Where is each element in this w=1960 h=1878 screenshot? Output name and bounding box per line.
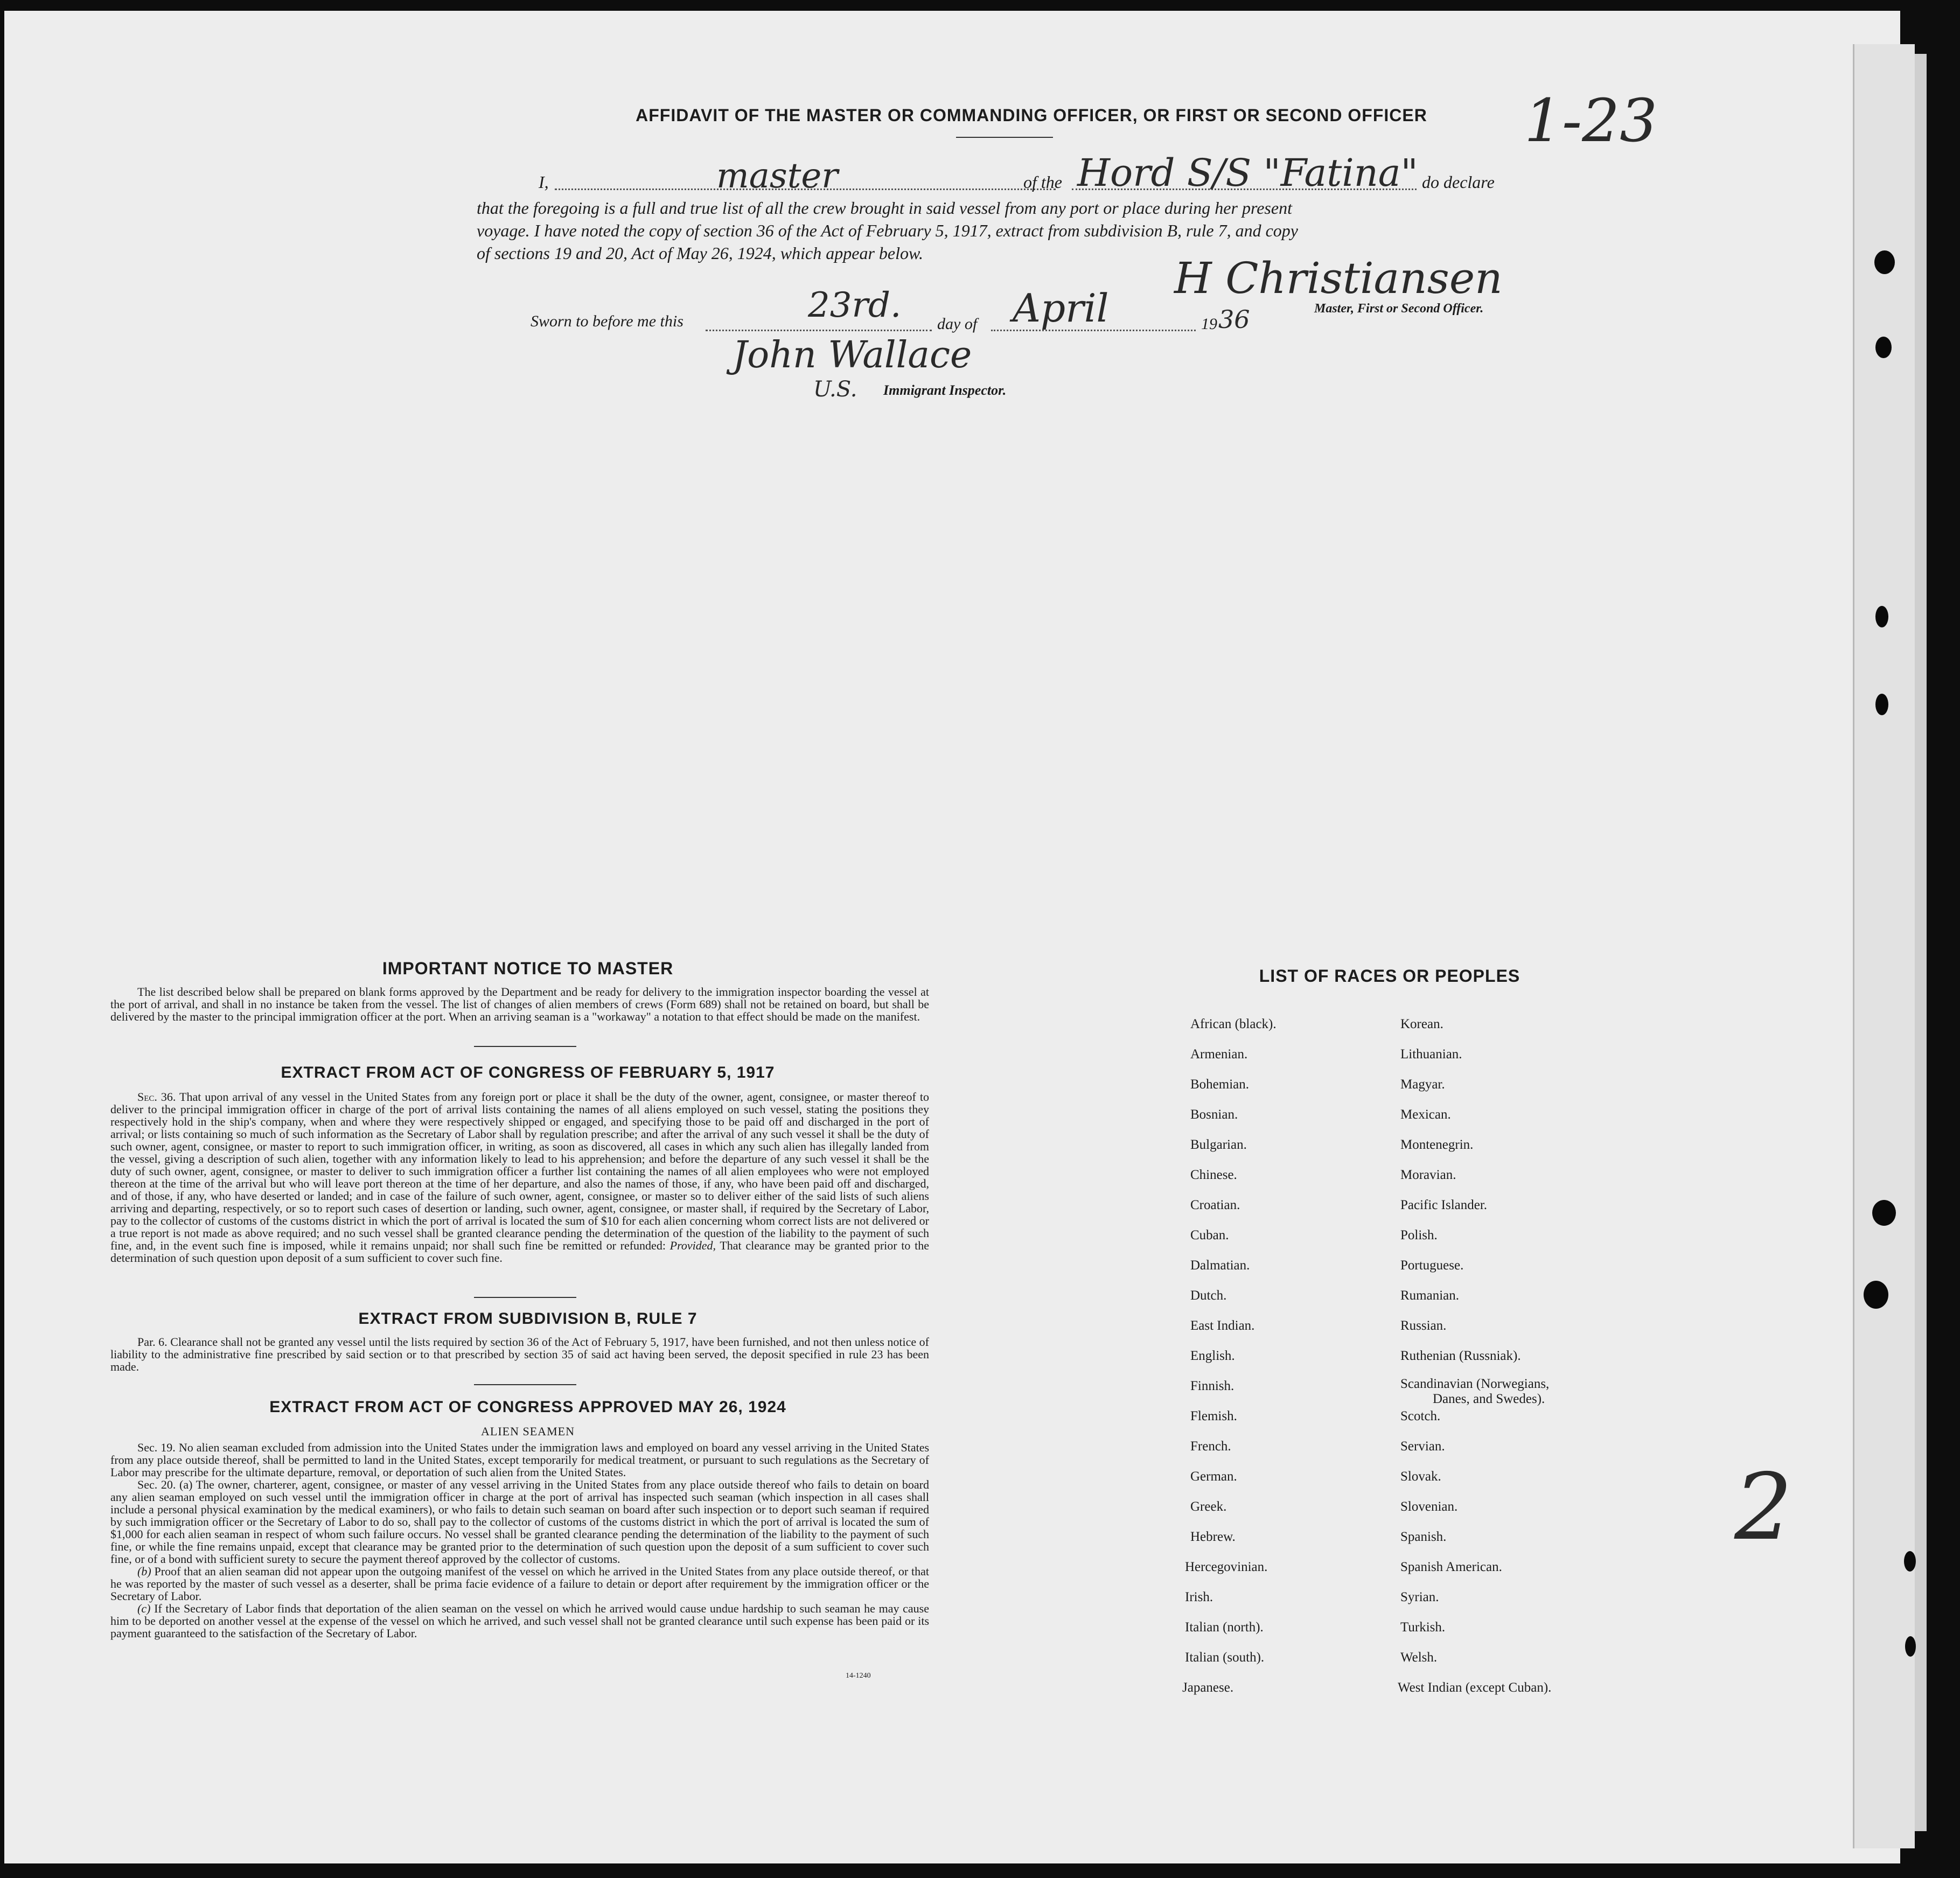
sec-20b-label: (b) [137,1565,151,1578]
race-item: African (black). [1190,1017,1277,1031]
sec-36-label: Sec. 36. [137,1090,176,1104]
handwritten-margin-mark: 2 [1734,1454,1793,1561]
race-item: Greek. [1190,1499,1227,1514]
race-item: Bulgarian. [1190,1137,1247,1152]
signature-caption: Master, First or Second Officer. [1314,302,1484,316]
extract-1917-text [110,1091,929,1264]
race-item: Ruthenian (Russniak). [1400,1349,1521,1363]
race-item: Turkish. [1400,1620,1446,1635]
race-item: Chinese. [1190,1168,1237,1182]
handwritten-master-signature: H Christiansen [1174,253,1503,303]
race-item: Moravian. [1400,1168,1456,1182]
title-divider [956,137,1053,138]
handwritten-page-mark: 1-23 [1524,86,1658,155]
extract-1924-title: EXTRACT FROM ACT OF CONGRESS APPROVED MAY 26, 1924 [269,1398,786,1416]
par-6-label: Par. 6. [137,1335,168,1349]
race-item: Italian (north). [1185,1620,1264,1635]
race-item: Servian. [1400,1439,1445,1454]
par-6-paragraph: Clearance shall not be granted any vessel until the lists required by section 36 of the Act of February 5, 1917, have been furnished, and not then unless notice of liability to the administrative fine prescribed by said section or to that prescribed by section 35 of said act having been served, the deposit specified in rule 23 has been made. [110,1335,929,1373]
of-the-label: of the [1023,172,1062,192]
alien-seamen-subtitle: ALIEN SEAMEN [481,1425,575,1438]
race-item: French. [1190,1439,1231,1454]
sec-20b-block [110,1565,929,1602]
extract-rule7-divider [474,1384,576,1385]
race-item: Spanish. [1400,1530,1447,1544]
handwritten-day: 23rd. [808,285,902,325]
punch-hole [1905,1636,1916,1657]
race-item: Welsh. [1400,1650,1438,1665]
punch-hole [1872,1200,1896,1226]
race-item: German. [1190,1469,1237,1484]
race-item: Croatian. [1190,1198,1240,1212]
punch-hole [1874,250,1895,274]
proviso-text: That clearance may be granted prior to the determination of such question upon deposit of a sum sufficient to cover such fine. [110,1239,930,1265]
race-item: Irish. [1185,1590,1213,1604]
race-item: Japanese. [1182,1680,1234,1695]
notice-text [110,986,929,1023]
race-item: Montenegrin. [1400,1137,1474,1152]
do-declare-label: do declare [1422,172,1495,192]
year-prefix: 19 [1201,315,1217,333]
handwritten-year: 36 [1218,305,1250,334]
race-item: Slovak. [1400,1469,1441,1484]
sec-20-block [110,1478,929,1565]
race-item: Russian. [1400,1318,1447,1333]
handwritten-month: April [1013,285,1109,331]
race-item: Dalmatian. [1190,1258,1250,1273]
handwritten-vessel: Hord S/S "Fatina" [1077,151,1418,195]
race-item-continuation: Danes, and Swedes). [1433,1392,1545,1406]
sec-36-paragraph: That upon arrival of any vessel in the United States from any foreign port or place it shall be the duty of the owner, agent, consignee, or master thereof to deliver to the principal immigration officer in charge of the port of arrival lists containing the names of all aliens employed on such vessel, stating the positions they respectively hold in the ship's company, when and where they were respectively shipped or engaged, and specifying those to be paid off and discharged in the port of arrival; or lists containing so much of such information as the Secretary of Labor shall by regulation prescribe; and after the arrival of any such vessel it shall be the duty of such owner, agent, consignee, or master to report to such immigration officer, in writing, as soon as discovered, all cases in which any such alien has illegally landed from the vessel, giving a description of such alien, together with any information likely to lead to his apprehension; and before the departure of any such vessel it shall be the duty of such owner, agent, consignee, or master to deliver to such immigration officer a further list containing the names of all alien employees who were not employed thereon at the time of the arrival but who will leave port thereon at the time of her departure, and also the names of those, if any, who have been paid off and discharged, and of those, if any, who have deserted or landed; and in case of the failure of such owner, agent, consignee, or master so to deliver either of the said lists of such aliens arriving and departing, respectively, or so to report such cases of desertion or landing, such owner, agent, consignee, or master shall, if required by the Secretary of Labor, pay to the collector of customs of the customs district in which the port of arrival is located the sum of $10 for each alien concerning whom correct lists are not delivered or a true report is not made as above required; and no such vessel shall be granted clearance pending the determination of the question of the liability to the payment of such fine, and, in the event such fine is imposed, while it remains unpaid; nor shall such fine be remitted or refunded: [110,1090,929,1252]
sec-19-paragraph: No alien seaman excluded from admission into the United States under the immigration laws and employed on board any vessel arriving in the United States from any place outside thereof, shall be permitted to land in the United States, except temporarily for medical treatment, or pursuant to such regulations as the Secretary of Labor may prescribe for the ultimate departure, removal, or deportation of such alien from the United States. [110,1441,930,1479]
sec-20-label: Sec. 20. (a) [137,1478,193,1491]
race-item: Finnish. [1190,1379,1234,1393]
race-item: Syrian. [1400,1590,1439,1604]
affidavit-line-3: voyage. I have noted the copy of section 36 of the Act of February 5, 1917, extract from subdivision B, rule 7, and copy [477,221,1298,240]
races-title: LIST OF RACES OR PEOPLES [1259,966,1520,986]
race-item: East Indian. [1190,1318,1255,1333]
affidavit-line-2: that the foregoing is a full and true list of all the crew brought in said vessel from any port or place during her present [477,198,1292,218]
notice-paragraph: The list described below shall be prepared on blank forms approved by the Department and be ready for delivery to the immigration inspector boarding the vessel at the port of arrival, and shall in no instance be taken from the vessel. The list of changes of alien members of crews (Form 689) shall not be retained on board, but shall be delivered by the master to the principal immigration officer at the port. When an arriving seaman is a "workaway" a notation to that effect should be made on the manifest. [110,985,929,1023]
affidavit-i-label: I, [539,172,549,192]
race-item: Polish. [1400,1228,1438,1242]
page-edge-shadow [1915,54,1927,1831]
punch-hole [1904,1551,1916,1572]
sec-20c-paragraph: If the Secretary of Labor finds that deportation of the alien seaman on the vessel on which he arrived would cause undue hardship to such seaman he may cause him to be deported on another vessel at the expense of the vessel on which he arrived, and such vessel shall not be granted clearance until such expense has been paid or its payment guaranteed to the satisfaction of the Secretary of Labor. [110,1602,929,1640]
race-item: Pacific Islander. [1400,1198,1488,1212]
race-item: West Indian (except Cuban). [1398,1680,1552,1695]
race-item: Spanish American. [1400,1560,1502,1574]
race-item: Bosnian. [1190,1107,1238,1122]
sec-20c-label: (c) [137,1602,151,1615]
notice-title: IMPORTANT NOTICE TO MASTER [382,959,674,978]
extract-rule7-text [110,1336,929,1373]
notice-divider [474,1046,576,1047]
punch-hole [1864,1281,1888,1309]
extract-1917-divider [474,1297,576,1298]
extract-rule7-title: EXTRACT FROM SUBDIVISION B, RULE 7 [358,1310,697,1328]
sec-20-paragraph: The owner, charterer, agent, consignee, or master of any vessel arriving in the United States from any place outside thereof who fails to detain on board any alien seaman employed on such vessel until the immigration officer in charge at the port of arrival has inspected such seaman (which inspection in all cases shall include a personal physical examination by the medical examiners), or who fails to detain such seaman on board after such inspection or to deport such seaman if required by such immigration officer or the Secretary of Labor to do so, shall pay to the collector of customs of the customs district in which the port of arrival is located the sum of $1,000 for each alien seaman in respect of whom such failure occurs. No vessel shall be granted clearance pending the determination of the liability to the payment of such fine, or while the fine remains unpaid, except that clearance may be granted prior to the determination of such question upon the deposit of a sum sufficient to cover such fine, or of a bond with sufficient surety to secure the payment thereof approved by the collector of customs. [110,1478,930,1566]
inspector-caption: Immigrant Inspector. [883,382,1007,398]
race-item: Rumanian. [1400,1288,1460,1303]
extract-1917-title: EXTRACT FROM ACT OF CONGRESS OF FEBRUARY 5, 1917 [281,1064,775,1081]
page-edge [1853,44,1915,1848]
race-item: English. [1190,1349,1235,1363]
sec-19-block [110,1441,929,1478]
race-item: Korean. [1400,1017,1443,1031]
sworn-label: Sworn to before me this [531,312,683,330]
race-item: Scandinavian (Norwegians, [1400,1377,1550,1391]
race-item: Italian (south). [1185,1650,1265,1665]
proviso-word: Provided, [669,1239,716,1252]
race-item: Hercegovinian. [1185,1560,1268,1574]
affidavit-line-4: of sections 19 and 20, Act of May 26, 1924, which appear below. [477,243,923,263]
handwritten-inspector-prefix: U.S. [813,377,857,402]
race-item: Mexican. [1400,1107,1451,1122]
race-item: Lithuanian. [1400,1047,1462,1062]
sec-20b-paragraph: Proof that an alien seaman did not appear upon the outgoing manifest of the vessel on which he arrived in the United States from any place outside thereof, or that he was reported by the master of such vessel as a deserter, shall be prima facie evidence of a failure to detain or deport after requirement by the immigration officer or the Secretary of Labor. [110,1565,930,1603]
punch-hole [1875,337,1892,358]
race-item: Hebrew. [1190,1530,1236,1544]
race-item: Portuguese. [1400,1258,1464,1273]
sec-20c-block [110,1602,929,1639]
punch-hole [1875,606,1888,627]
day-of-label: day of [937,315,978,333]
sec-19-label: Sec. 19. [137,1441,176,1454]
race-item: Cuban. [1190,1228,1229,1242]
form-number: 14-1240 [846,1672,871,1680]
race-item: Armenian. [1190,1047,1248,1062]
affidavit-title: AFFIDAVIT OF THE MASTER OR COMMANDING OFFICER, OR FIRST OR SECOND OFFICER [636,106,1427,125]
race-item: Magyar. [1400,1077,1445,1092]
handwritten-rank: master [716,156,838,196]
race-item: Scotch. [1400,1409,1441,1423]
extract-1924-text [110,1441,929,1639]
race-item: Dutch. [1190,1288,1227,1303]
race-item: Flemish. [1190,1409,1237,1423]
punch-hole [1875,694,1888,715]
race-item: Slovenian. [1400,1499,1458,1514]
day-dotted-line [706,330,932,331]
race-item: Bohemian. [1190,1077,1250,1092]
handwritten-inspector-signature: John Wallace [733,334,972,376]
